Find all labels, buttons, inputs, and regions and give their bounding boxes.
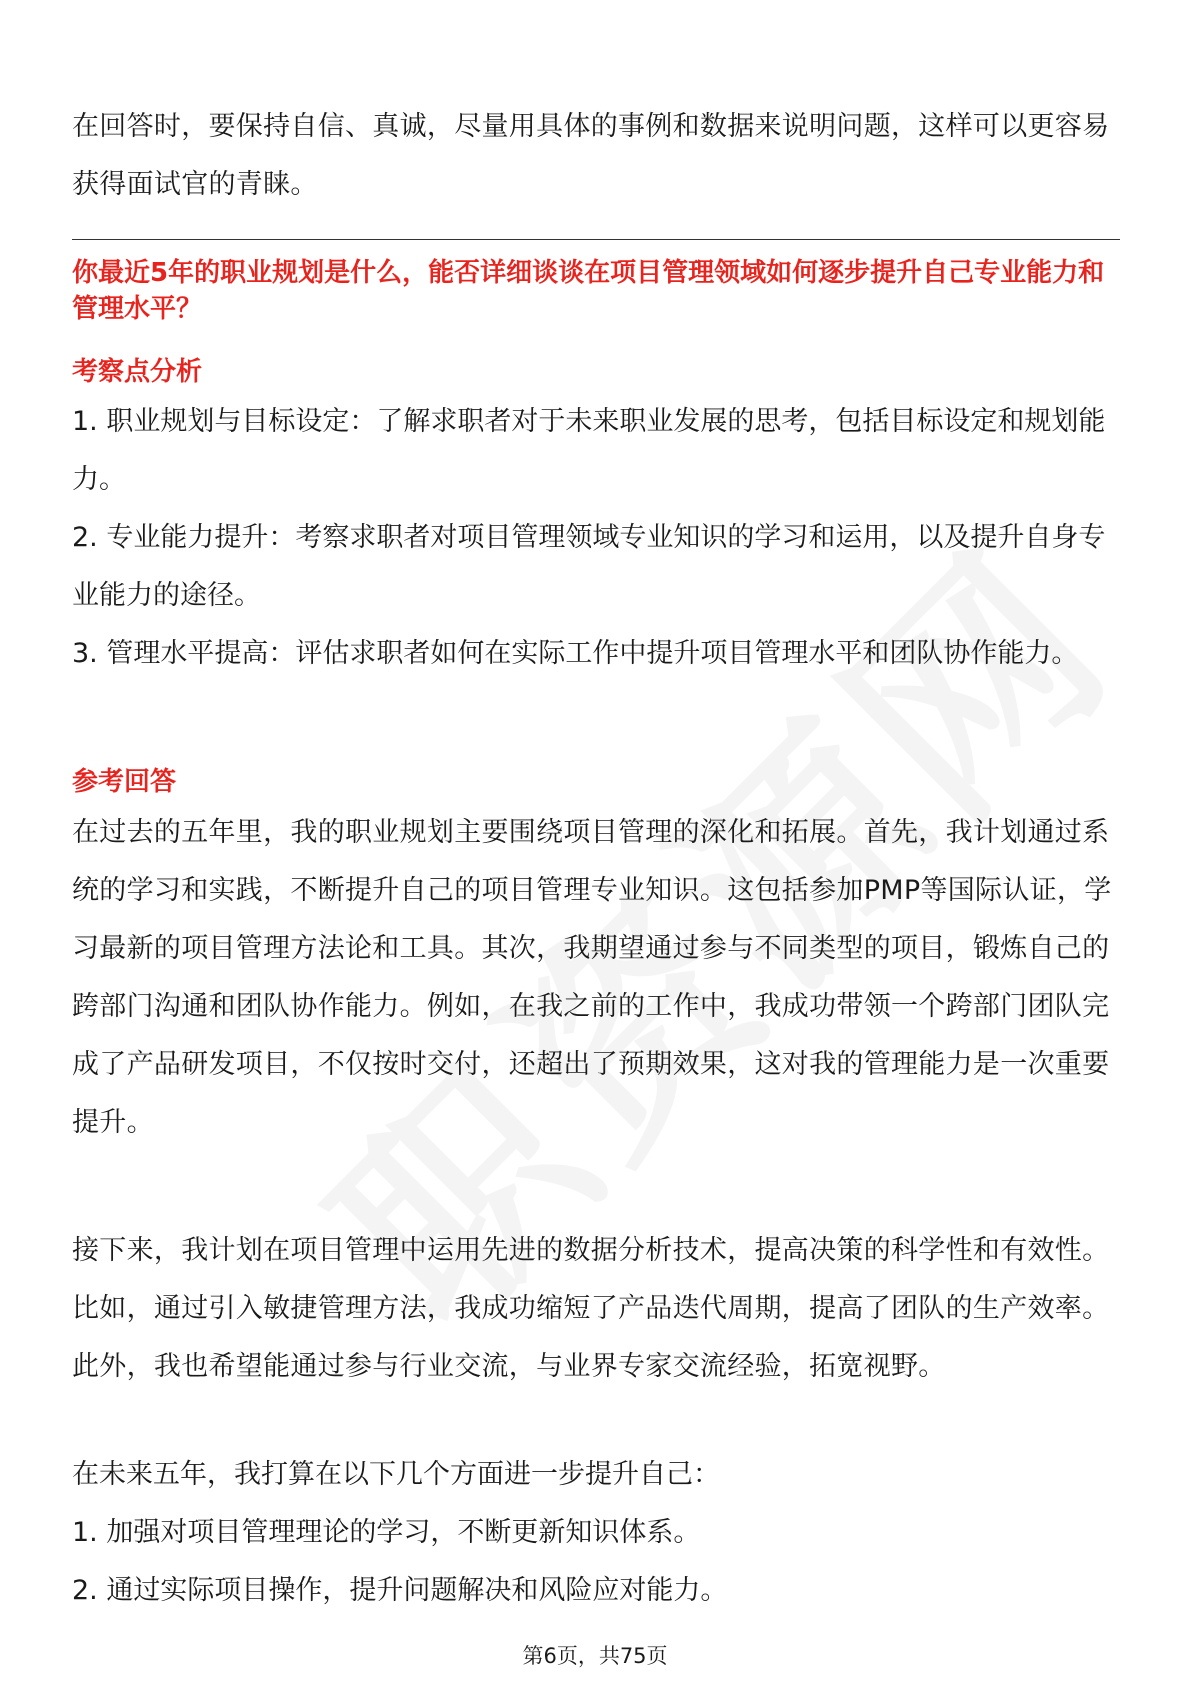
question-heading: 你最近5年的职业规划是什么，能否详细谈谈在项目管理领域如何逐步提升自己专业能力和管理水平？ (72, 258, 1105, 324)
answer-paragraph-1: 在过去的五年里，我的职业规划主要围绕项目管理的深化和拓展。首先，我计划通过系统的学习和实践，不断提升自己的项目管理专业知识。这包括参加PMP等国际认证，学习最新的项目管理方法论和工具。其次，我期望通过参与不同类型的项目，锻炼自己的跨部门沟通和团队协作能力。例如，在我之前的工作中，我成功带领一个跨部门团队完成了产品研发项目，不仅按时交付，还超出了预期效果，这对我的管理能力是一次重要提升。 (72, 817, 1112, 1138)
analysis-item: 2. 专业能力提升：考察求职者对项目管理领域专业知识的学习和运用，以及提升自身专业能力的途径。 (72, 522, 1106, 611)
page-footer: 第6页，共75页 (522, 1644, 668, 1668)
future-plan-intro: 在未来五年，我打算在以下几个方面进一步提升自己： (72, 1459, 720, 1490)
analysis-heading: 考察点分析 (72, 357, 203, 387)
plan-list-item: 2. 通过实际项目操作，提升问题解决和风险应对能力。 (72, 1575, 728, 1606)
analysis-item: 3. 管理水平提高：评估求职者如何在实际工作中提升项目管理水平和团队协作能力。 (72, 638, 1079, 669)
section-divider (72, 239, 1120, 240)
analysis-item: 1. 职业规划与目标设定：了解求职者对于未来职业发展的思考，包括目标设定和规划能力。 (72, 406, 1106, 495)
answer-paragraph-2: 接下来，我计划在项目管理中运用先进的数据分析技术，提高决策的科学性和有效性。比如，通过引入敏捷管理方法，我成功缩短了产品迭代周期，提高了团队的生产效率。此外，我也希望能通过参与行业交流，与业界专家交流经验，拓宽视野。 (72, 1235, 1110, 1382)
future-plan-section (72, 1446, 1120, 1620)
analysis-list (72, 393, 1120, 683)
plan-list-item: 1. 加强对项目管理理论的学习，不断更新知识体系。 (72, 1517, 701, 1548)
intro-paragraph: 在回答时，要保持自信、真诚，尽量用具体的事例和数据来说明问题，这样可以更容易获得面试官的青睐。 (72, 111, 1110, 200)
document-page (72, 0, 1120, 1684)
answer-heading: 参考回答 (72, 767, 177, 797)
